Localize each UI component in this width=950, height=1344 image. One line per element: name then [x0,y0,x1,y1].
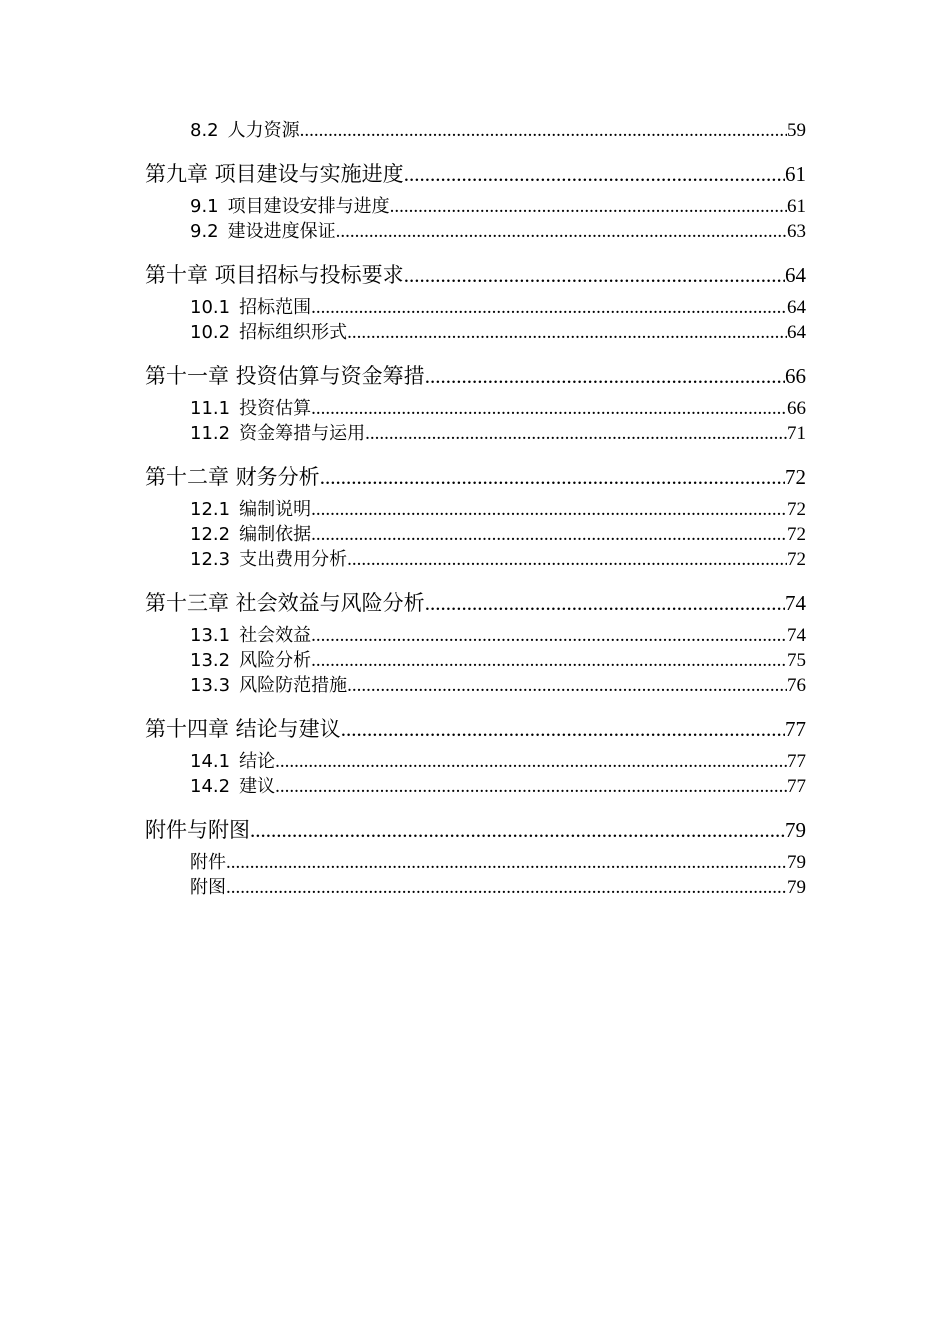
toc-entry-title [190,320,347,345]
toc-entry-number: 14.2 [190,776,231,797]
toc-entry-title [190,749,275,774]
toc-dot-leader [404,257,785,294]
toc-entry-title [145,585,425,622]
toc-entry-title [190,522,311,547]
toc-entry-text: 第九章 项目建设与实施进度 [145,162,404,186]
toc-page-number: 75 [787,650,806,671]
toc-entry-title [190,623,311,648]
toc-entry-title [190,421,365,446]
toc-entry-number: 13.2 [190,650,231,671]
toc-entry-text: 第十章 项目招标与投标要求 [145,263,404,287]
toc-entry-text: 资金筹措与运用 [239,423,366,444]
toc-dot-leader [347,547,787,572]
toc-entry-title [190,497,311,522]
toc-dot-leader [311,295,787,320]
toc-entry-text: 社会效益 [239,625,312,646]
toc-entry-number: 11.1 [190,398,231,419]
toc-entry-number: 10.2 [190,322,231,343]
toc-entry-text: 结论 [239,751,276,772]
toc-entry-text: 招标范围 [239,297,312,318]
toc-dot-leader [347,320,787,345]
toc-section-entry[interactable] [145,547,806,572]
toc-dot-leader [425,358,785,395]
toc-page-number: 59 [787,120,806,141]
toc-entry-title [145,358,425,395]
toc-section-entry[interactable] [145,875,806,900]
toc-page-number: 74 [785,591,806,615]
toc-dot-leader [425,585,785,622]
toc-entry-title [190,673,347,698]
toc-chapter-entry[interactable] [145,257,806,294]
toc-dot-leader [311,648,787,673]
toc-page-number: 61 [785,162,806,186]
toc-entry-title [190,396,311,421]
toc-entry-text: 建议 [239,776,276,797]
toc-section-entry[interactable] [145,648,806,673]
toc-entry-title [190,875,226,900]
toc-entry-title [190,118,300,143]
toc-entry-number: 10.1 [190,297,231,318]
toc-entry-text: 人力资源 [227,120,300,141]
toc-entry-number: 14.1 [190,751,231,772]
toc-dot-leader [365,421,787,446]
toc-chapter-entry[interactable] [145,358,806,395]
toc-section-entry[interactable] [145,623,806,648]
toc-entry-text: 编制说明 [239,499,312,520]
toc-page-number: 79 [787,877,806,898]
toc-page-number: 72 [785,465,806,489]
toc-entry-number: 12.3 [190,549,231,570]
toc-page-number: 72 [787,499,806,520]
toc-entry-text: 风险防范措施 [239,675,348,696]
toc-section-entry[interactable] [145,320,806,345]
toc-entry-title [190,774,275,799]
toc-entry-text: 编制依据 [239,524,312,545]
toc-entry-text: 第十一章 投资估算与资金筹措 [145,364,425,388]
toc-page-number: 64 [785,263,806,287]
toc-entry-number: 9.1 [190,196,219,217]
toc-chapter-entry[interactable] [145,711,806,748]
toc-chapter-entry[interactable] [145,156,806,193]
toc-dot-leader [300,118,787,143]
toc-dot-leader [404,156,785,193]
toc-entry-text: 附件 [190,852,226,873]
toc-entry-title [190,648,311,673]
toc-dot-leader [250,812,785,849]
toc-section-entry[interactable] [145,522,806,547]
toc-section-entry[interactable] [145,850,806,875]
toc-page-number: 76 [787,675,806,696]
toc-dot-leader [311,396,787,421]
toc-page-number: 63 [787,221,806,242]
toc-dot-leader [311,623,787,648]
toc-page-number: 79 [787,852,806,873]
toc-entry-number: 13.3 [190,675,231,696]
toc-dot-leader [275,774,787,799]
toc-entry-text: 附图 [190,877,226,898]
toc-entry-text: 第十二章 财务分析 [145,465,320,489]
toc-dot-leader [226,850,787,875]
toc-entry-title [190,850,226,875]
toc-page-number: 74 [787,625,806,646]
toc-page-number: 61 [787,196,806,217]
toc-chapter-entry[interactable] [145,812,806,849]
toc-entry-text: 投资估算 [239,398,312,419]
toc-dot-leader [336,219,787,244]
toc-entry-text: 第十四章 结论与建议 [145,717,341,741]
toc-entry-title [145,812,250,849]
toc-entry-text: 风险分析 [239,650,312,671]
toc-entry-text: 建设进度保证 [227,221,336,242]
toc-entry-number: 13.1 [190,625,231,646]
toc-entry-title [190,194,390,219]
toc-entry-number: 9.2 [190,221,219,242]
toc-page-number: 66 [787,398,806,419]
toc-dot-leader [226,875,787,900]
toc-entry-title [190,295,311,320]
toc-dot-leader [347,673,787,698]
toc-section-entry[interactable] [145,295,806,320]
toc-page-number: 64 [787,322,806,343]
toc-section-entry[interactable] [145,421,806,446]
toc-section-entry[interactable] [145,118,806,143]
toc-page-number: 72 [787,549,806,570]
toc-chapter-entry[interactable] [145,459,806,496]
toc-entry-title [190,547,347,572]
toc-page-number: 79 [785,818,806,842]
table-of-contents [145,118,806,900]
toc-entry-title [145,459,320,496]
toc-entry-number: 8.2 [190,120,219,141]
toc-entry-title [145,156,404,193]
toc-chapter-entry[interactable] [145,585,806,622]
toc-dot-leader [275,749,787,774]
toc-entry-text: 附件与附图 [145,818,250,842]
toc-page-number: 72 [787,524,806,545]
toc-dot-leader [320,459,785,496]
toc-entry-title [190,219,336,244]
toc-section-entry[interactable] [145,749,806,774]
toc-page-number: 77 [787,751,806,772]
toc-section-entry[interactable] [145,774,806,799]
toc-page-number: 77 [787,776,806,797]
toc-dot-leader [311,497,787,522]
toc-entry-text: 项目建设安排与进度 [227,196,390,217]
toc-entry-title [145,711,341,748]
toc-section-entry[interactable] [145,194,806,219]
toc-dot-leader [341,711,785,748]
toc-section-entry[interactable] [145,673,806,698]
toc-section-entry[interactable] [145,396,806,421]
toc-entry-text: 支出费用分析 [239,549,348,570]
toc-page-number: 71 [787,423,806,444]
toc-page-number: 77 [785,717,806,741]
toc-section-entry[interactable] [145,219,806,244]
toc-entry-text: 招标组织形式 [239,322,348,343]
toc-entry-text: 第十三章 社会效益与风险分析 [145,591,425,615]
toc-page-number: 64 [787,297,806,318]
toc-section-entry[interactable] [145,497,806,522]
toc-dot-leader [390,194,787,219]
toc-entry-number: 12.1 [190,499,231,520]
toc-entry-title [145,257,404,294]
toc-entry-number: 11.2 [190,423,231,444]
toc-entry-number: 12.2 [190,524,231,545]
toc-dot-leader [311,522,787,547]
toc-page-number: 66 [785,364,806,388]
